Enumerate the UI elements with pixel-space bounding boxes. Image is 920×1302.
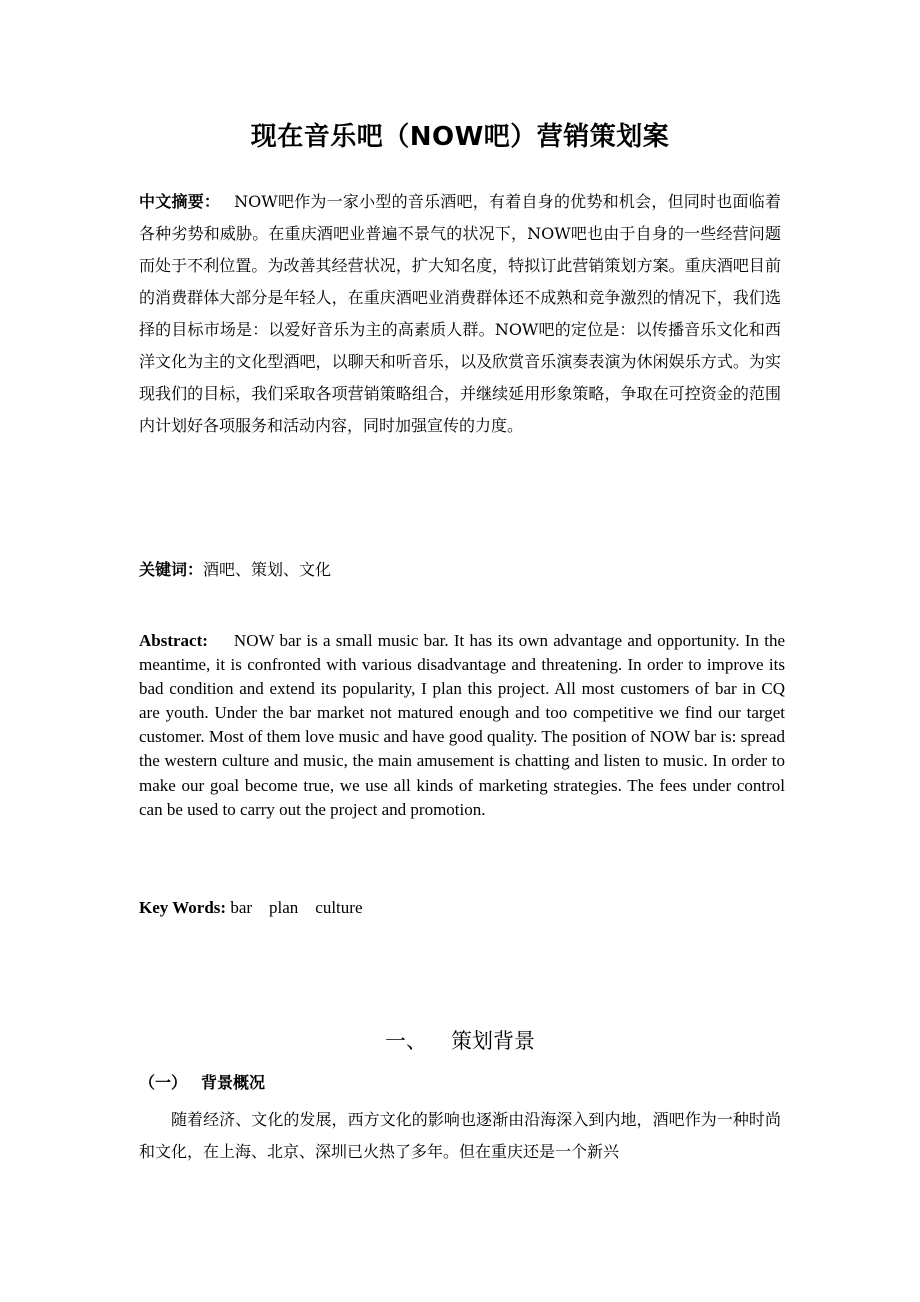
- chinese-abstract-text: NOW吧作为一家小型的音乐酒吧，有着自身的优势和机会，但同时也面临着各种劣势和威胁。在重庆酒吧业普遍不景气的状况下，NOW吧也由于自身的一些经营问题而处于不利位置。为改善其经营状况，扩大知名度，特拟订此营销策划方案。重庆酒吧目前的消费群体大部分是年轻人，在重庆酒吧业消费群体还不成熟和竞争激烈的情况下，我们选择的目标市场是：以爱好音乐为主的高素质人群。NOW吧的定位是：以传播音乐文化和西洋文化为主的文化型酒吧，以聊天和听音乐，以及欣赏音乐演奏表演为休闲娱乐方式。为实现我们的目标，我们采取各项营销策略组合，并继续延用形象策略，争取在可控资金的范围内计划好各项服务和活动内容，同时加强宣传的力度。: [139, 192, 781, 435]
- section-title: 策划背景: [451, 1029, 535, 1053]
- chinese-abstract-label: 中文摘要：: [139, 192, 221, 211]
- english-abstract-label: Abstract:: [139, 631, 208, 650]
- section-heading: [0, 1024, 920, 1058]
- chinese-keywords-label: 关键词：: [139, 560, 204, 579]
- subsection-heading: [139, 1068, 265, 1098]
- english-keywords-text: bar plan culture: [226, 898, 363, 917]
- body-paragraph: 随着经济、文化的发展，西方文化的影响也逐渐由沿海深入到内地，酒吧作为一种时尚和文化，在上海、北京、深圳已火热了多年。但在重庆还是一个新兴: [139, 1110, 781, 1161]
- english-abstract-text: NOW bar is a small music bar. It has its own advantage and opportunity. In the meantime, it is confronted with various disadvantage and threatening. In order to improve its bad condition and extend its popularity, I plan this project. All most customers of bar in CQ are youth. Under the bar market not matured enough and too competitive we find our target customer. Most of them love music and have good quality. The position of NOW bar is: spread the western culture and music, the main amusement is chatting and listen to music. In order to make our goal become true, we use all kinds of marketing strategies. The fees under control can be used to carry out the project and promotion.: [139, 631, 785, 819]
- document-title: 现在音乐吧（NOW吧）营销策划案: [250, 122, 670, 152]
- subsection-number: （一）: [139, 1073, 188, 1092]
- english-keywords-label: Key Words:: [139, 898, 227, 917]
- chinese-keywords-text: 酒吧、策划、文化: [203, 560, 332, 579]
- subsection-title: 背景概况: [201, 1073, 266, 1092]
- english-keywords: [139, 896, 363, 920]
- chinese-keywords: [139, 554, 331, 586]
- english-abstract: [139, 629, 785, 822]
- chinese-abstract: [139, 186, 781, 442]
- section-number: 一、: [385, 1029, 427, 1053]
